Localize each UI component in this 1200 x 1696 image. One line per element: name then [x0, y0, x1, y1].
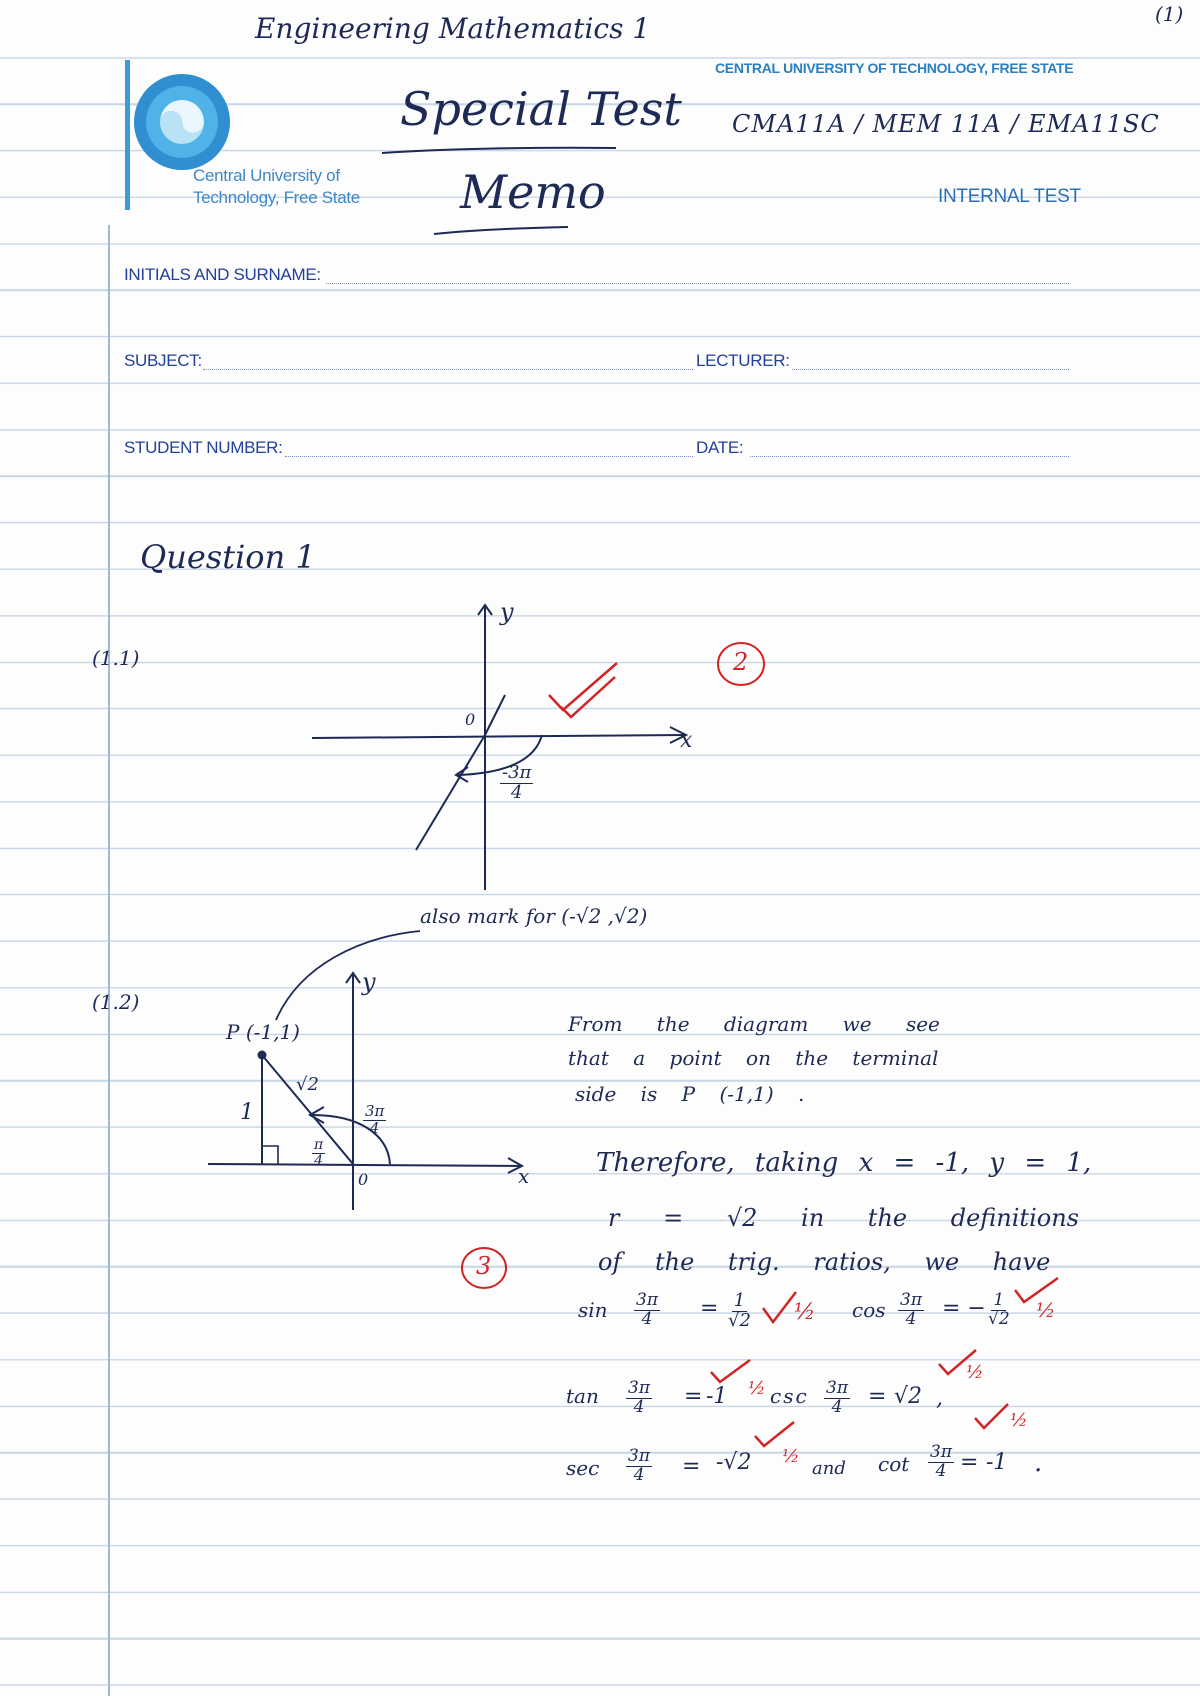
margin-line	[108, 225, 110, 1696]
big-angle-num: 3π	[365, 1102, 385, 1120]
point-label: P (-1,1)	[226, 1020, 300, 1044]
lecturer-label: LECTURER:	[696, 351, 790, 370]
cos-arg	[898, 1292, 924, 1329]
part1-diagram	[300, 595, 720, 895]
tan-label: tan	[566, 1384, 599, 1408]
part2-axis-y: y	[362, 968, 376, 996]
part1-angle-den: 4	[510, 781, 523, 803]
part1-angle-num: -3π	[502, 762, 532, 783]
cot-arg-num: 3π	[930, 1442, 952, 1462]
date-label: DATE:	[696, 438, 744, 457]
cot-equals: =	[960, 1450, 979, 1475]
csc-arg-num: 3π	[826, 1378, 848, 1398]
initials-line	[326, 283, 1069, 284]
cos-equals: = −	[942, 1296, 986, 1321]
subtitle-underline	[432, 224, 572, 238]
cos-value	[988, 1292, 1010, 1329]
student-number-line	[285, 456, 693, 457]
tan-arg-den: 4	[633, 1396, 645, 1417]
part1-angle	[500, 764, 533, 803]
part1-axis-y: y	[500, 598, 514, 626]
sin-arg-num: 3π	[636, 1290, 658, 1310]
sin-label: sin	[578, 1298, 608, 1322]
part1-marks: 2	[733, 648, 749, 676]
logo-text-line1: Central University of	[193, 166, 340, 185]
side-label: 1	[240, 1100, 254, 1125]
sec-half-mark: ½	[782, 1446, 800, 1467]
part1-origin: 0	[465, 710, 476, 729]
hyp-label: √2	[296, 1074, 319, 1095]
tan-half-mark: ½	[748, 1378, 766, 1399]
course-title: Engineering Mathematics 1	[255, 12, 651, 45]
tan-arg-num: 3π	[628, 1378, 650, 1398]
cos-arg-num: 3π	[900, 1290, 922, 1310]
and-word: and	[812, 1458, 846, 1479]
csc-label: csc	[770, 1384, 809, 1408]
test-subtitle: Memo	[460, 165, 606, 219]
sec-equals: =	[682, 1454, 701, 1479]
small-angle-num: π	[314, 1137, 324, 1153]
course-codes: CMA11A / MEM 11A / EMA11SC	[732, 110, 1160, 138]
initials-label: INITIALS AND SURNAME:	[124, 265, 321, 284]
tan-arg	[626, 1380, 652, 1417]
subject-line	[203, 369, 693, 370]
part2-origin: 0	[358, 1170, 369, 1189]
test-type: INTERNAL TEST	[938, 186, 1081, 207]
sec-arg-den: 4	[633, 1464, 645, 1485]
cos-label: cos	[852, 1298, 886, 1322]
part1-check-icon	[545, 655, 625, 725]
sec-arg-num: 3π	[628, 1446, 650, 1466]
small-angle	[312, 1138, 325, 1168]
date-line	[750, 456, 1069, 457]
text-line1: From the diagram we see	[568, 1012, 940, 1036]
part2-marks: 3	[476, 1252, 492, 1280]
big-angle	[363, 1104, 386, 1137]
sin-value	[728, 1292, 751, 1331]
cot-half-mark: ½	[1010, 1410, 1028, 1431]
text-line6: of the trig. ratios, we have	[598, 1248, 1051, 1276]
part2-diagram	[200, 965, 550, 1215]
question-heading: Question 1	[140, 538, 316, 576]
note-text: also mark for (-√2 ,√2)	[420, 904, 648, 928]
cot-value: -1	[986, 1450, 1008, 1475]
lecturer-line	[792, 369, 1069, 370]
tan-value: -1	[706, 1384, 728, 1409]
part2-axis-x: x	[518, 1164, 530, 1188]
part2-label: (1.2)	[92, 990, 140, 1014]
csc-equals: =	[868, 1384, 887, 1409]
csc-arg-den: 4	[831, 1396, 843, 1417]
title-underline	[380, 145, 620, 155]
big-angle-den: 4	[369, 1118, 380, 1137]
part1-label: (1.1)	[92, 646, 140, 670]
text-line5: r = √2 in the definitions	[608, 1204, 1079, 1232]
test-title: Special Test	[400, 82, 682, 136]
sec-arg	[626, 1448, 652, 1485]
csc-half-mark: ½	[966, 1362, 984, 1383]
text-line3: side is P (-1,1) .	[575, 1082, 805, 1106]
cot-check-icon	[972, 1402, 1012, 1432]
text-line4: Therefore, taking x = -1, y = 1,	[596, 1148, 1092, 1178]
cot-label: cot	[878, 1452, 910, 1476]
sin-half-mark: ½	[794, 1300, 816, 1325]
university-banner: CENTRAL UNIVERSITY OF TECHNOLOGY, FREE STATE	[715, 60, 1074, 76]
sin-value-num: 1	[733, 1290, 746, 1311]
cos-value-den: √2	[988, 1308, 1010, 1329]
student-number-label: STUDENT NUMBER:	[124, 438, 283, 457]
sin-equals: =	[700, 1296, 719, 1321]
sec-value: -√2	[716, 1450, 752, 1475]
csc-value: √2	[894, 1384, 923, 1409]
text-line2: that a point on the terminal	[568, 1046, 939, 1070]
cos-half-mark: ½	[1036, 1298, 1056, 1322]
sin-arg	[634, 1292, 660, 1329]
sec-label: sec	[566, 1456, 600, 1480]
cot-arg	[928, 1444, 954, 1481]
small-angle-den: 4	[314, 1152, 324, 1169]
tan-equals: =	[684, 1384, 703, 1409]
cot-period: .	[1034, 1448, 1043, 1478]
csc-arg	[824, 1380, 850, 1417]
cos-value-num: 1	[993, 1290, 1005, 1310]
part1-axis-x: x	[680, 728, 693, 753]
cot-arg-den: 4	[935, 1460, 947, 1481]
sin-value-den: √2	[728, 1309, 751, 1331]
sin-arg-den: 4	[641, 1308, 653, 1329]
logo-text-line2: Technology, Free State	[193, 188, 360, 207]
cos-arg-den: 4	[905, 1308, 917, 1329]
csc-comma: ,	[936, 1386, 943, 1411]
subject-label: SUBJECT:	[124, 351, 202, 370]
page-number: (1)	[1155, 2, 1184, 26]
